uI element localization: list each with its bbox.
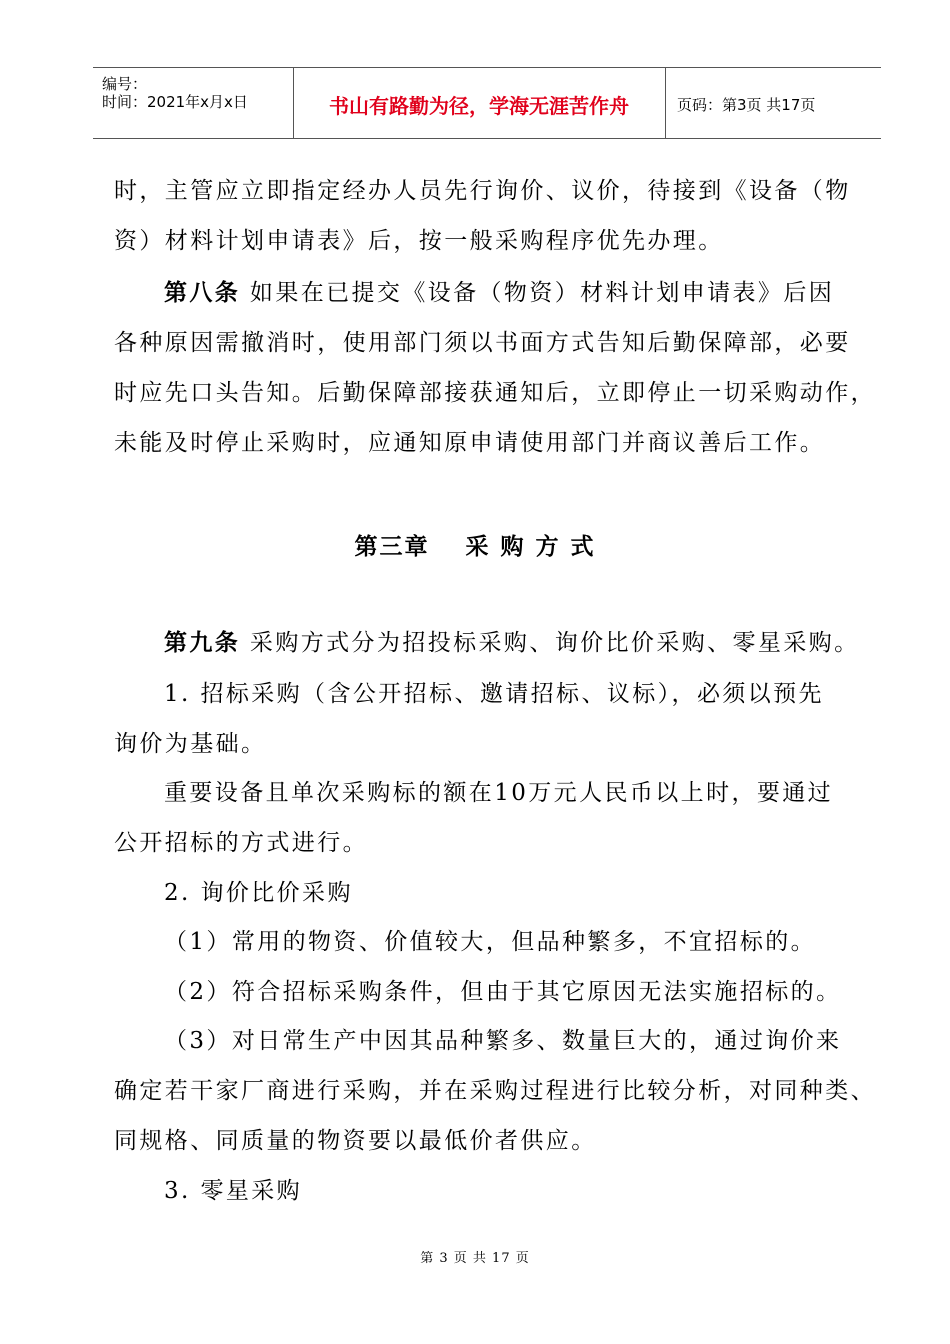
body-line: 时，主管应立即指定经办人员先行询价、议价，待接到《设备（物 (114, 178, 851, 204)
body-line: （2）符合招标采购条件，但由于其它原因无法实施招标的。 (164, 979, 842, 1005)
article-9-text: 采购方式分为招投标采购、询价比价采购、零星采购。 (249, 630, 860, 656)
header-page-number: 页码：第3页 共17页 (677, 96, 816, 114)
header-motto: 书山有路勤为径，学海无涯苦作舟 (329, 94, 629, 118)
body-line: （1）常用的物资、价值较大，但品种繁多，不宜招标的。 (164, 929, 817, 955)
body-line: 确定若干家厂商进行采购，并在采购过程进行比较分析，对同种类、 (114, 1078, 876, 1104)
document-time-label: 时间：2021年x月x日 (102, 93, 248, 111)
body-line: 未能及时停止采购时，应通知原申请使用部门并商议善后工作。 (114, 430, 826, 456)
body-line: 各种原因需撤消时，使用部门须以书面方式告知后勤保障部，必要 (114, 330, 851, 356)
body-line: 2. 询价比价采购 (164, 880, 353, 906)
article-9-title: 第九条 (164, 629, 241, 656)
body-line: 资）材料计划申请表》后，按一般采购程序优先办理。 (114, 228, 724, 254)
body-line: 同规格、同质量的物资要以最低价者供应。 (114, 1128, 597, 1154)
body-line: 询价为基础。 (114, 731, 267, 757)
body-line: 时应先口头告知。后勤保障部接获通知后，立即停止一切采购动作， (114, 380, 876, 406)
chapter-number: 第三章 (354, 533, 430, 560)
body-line: 公开招标的方式进行。 (114, 830, 368, 856)
article-9-line (164, 624, 860, 657)
document-number-label: 编号： (102, 75, 148, 93)
header-motto-cell (293, 68, 666, 138)
article-8-text: 如果在已提交《设备（物资）材料计划申请表》后因 (249, 280, 835, 306)
footer-page-number: 第 3 页 共 17 页 (420, 1251, 530, 1266)
article-8-first-line (164, 274, 834, 307)
chapter-title: 采 购 方 式 (465, 533, 596, 560)
body-line: （3）对日常生产中因其品种繁多、数量巨大的，通过询价来 (164, 1028, 842, 1054)
article-8-title: 第八条 (164, 279, 241, 306)
body-line: 3. 零星采购 (164, 1178, 303, 1204)
header-page-cell (665, 68, 881, 138)
body-line: 1. 招标采购（含公开招标、邀请招标、议标），必须以预先 (164, 681, 824, 707)
body-line: 重要设备且单次采购标的额在10万元人民币以上时，要通过 (164, 780, 834, 806)
header-meta-cell (93, 68, 294, 138)
header-table (93, 67, 881, 139)
chapter-heading (0, 528, 950, 561)
